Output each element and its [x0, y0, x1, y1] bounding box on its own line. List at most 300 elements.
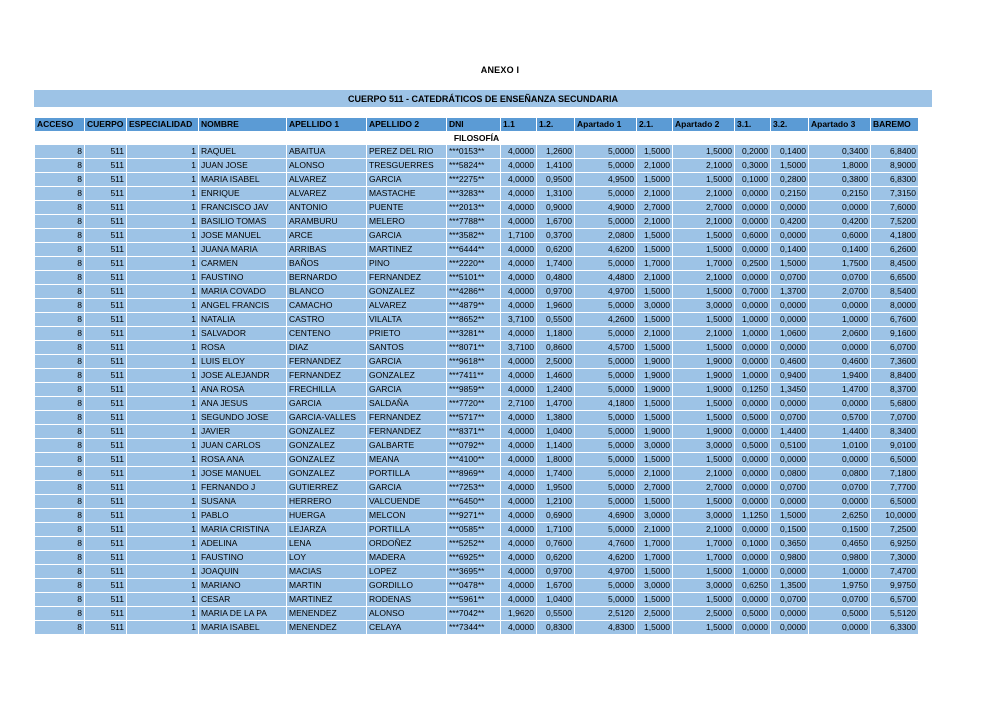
cell-p3-1: 0,6250 — [735, 579, 771, 593]
section-header-row — [35, 132, 919, 145]
cell-p1-2: 0,9500 — [537, 173, 575, 187]
cell-apellido-2: ALONSO — [367, 607, 447, 621]
cell-p1-1: 4,0000 — [501, 523, 537, 537]
cell-especialidad: 1 — [127, 397, 199, 411]
cell-cuerpo: 511 — [85, 551, 127, 565]
cell-p1-2: 0,6200 — [537, 243, 575, 257]
cell-apartado-3: 0,0000 — [809, 201, 871, 215]
cell-nombre: JOAQUIN — [199, 565, 287, 579]
cell-p1-2: 0,7600 — [537, 537, 575, 551]
cell-apellido-2: TRESGUERRES — [367, 159, 447, 173]
cell-dni: ***5717** — [447, 411, 501, 425]
cell-apartado-2: 2,1000 — [673, 215, 735, 229]
cell-p3-2: 0,3650 — [771, 537, 809, 551]
table-row — [35, 187, 919, 201]
cell-baremo: 6,9250 — [871, 537, 919, 551]
cell-p2-1: 1,5000 — [637, 453, 673, 467]
cell-dni: ***6444** — [447, 243, 501, 257]
cell-apellido-2: GONZALEZ — [367, 285, 447, 299]
cell-especialidad: 1 — [127, 285, 199, 299]
cell-apartado-3: 0,0700 — [809, 271, 871, 285]
table-row — [35, 229, 919, 243]
cell-baremo: 7,1800 — [871, 467, 919, 481]
cell-p3-1: 1,0000 — [735, 327, 771, 341]
cell-p1-2: 0,8600 — [537, 341, 575, 355]
cell-p3-1: 0,0000 — [735, 187, 771, 201]
cell-apellido-1: BLANCO — [287, 285, 367, 299]
cell-apellido-1: MACIAS — [287, 565, 367, 579]
cell-especialidad: 1 — [127, 215, 199, 229]
cell-p1-2: 1,2400 — [537, 383, 575, 397]
cell-acceso: 8 — [35, 621, 85, 635]
cell-p1-1: 3,7100 — [501, 341, 537, 355]
cell-apellido-1: ARCE — [287, 229, 367, 243]
cell-p3-1: 0,0000 — [735, 523, 771, 537]
cell-nombre: MARIA ISABEL — [199, 621, 287, 635]
cell-acceso: 8 — [35, 523, 85, 537]
cell-baremo: 6,8300 — [871, 173, 919, 187]
cell-apartado-3: 0,4600 — [809, 355, 871, 369]
cell-cuerpo: 511 — [85, 383, 127, 397]
cell-cuerpo: 511 — [85, 173, 127, 187]
cell-especialidad: 1 — [127, 327, 199, 341]
cell-apartado-3: 0,3800 — [809, 173, 871, 187]
cell-p3-2: 0,0000 — [771, 495, 809, 509]
cell-especialidad: 1 — [127, 187, 199, 201]
cell-apartado-1: 4,2600 — [575, 313, 637, 327]
cell-cuerpo: 511 — [85, 481, 127, 495]
cell-baremo: 8,9000 — [871, 159, 919, 173]
cell-nombre: SUSANA — [199, 495, 287, 509]
cell-apellido-2: GONZALEZ — [367, 369, 447, 383]
cell-apellido-1: MENENDEZ — [287, 621, 367, 635]
cell-apartado-3: 2,0600 — [809, 327, 871, 341]
cell-apartado-1: 4,6900 — [575, 509, 637, 523]
table-row — [35, 285, 919, 299]
cell-p3-2: 0,1400 — [771, 145, 809, 159]
cell-p2-1: 1,5000 — [637, 313, 673, 327]
cell-p2-1: 2,1000 — [637, 187, 673, 201]
cell-p3-2: 1,5000 — [771, 509, 809, 523]
cell-cuerpo: 511 — [85, 425, 127, 439]
cell-baremo: 7,5200 — [871, 215, 919, 229]
cell-especialidad: 1 — [127, 271, 199, 285]
cell-apartado-2: 1,7000 — [673, 537, 735, 551]
cell-dni: ***4879** — [447, 299, 501, 313]
cell-dni: ***7253** — [447, 481, 501, 495]
table-row — [35, 439, 919, 453]
cell-apartado-2: 3,0000 — [673, 509, 735, 523]
cell-apartado-1: 4,9000 — [575, 201, 637, 215]
cell-apellido-2: VALCUENDE — [367, 495, 447, 509]
cell-baremo: 7,4700 — [871, 565, 919, 579]
cell-p1-1: 4,0000 — [501, 509, 537, 523]
cell-acceso: 8 — [35, 551, 85, 565]
cell-apartado-3: 0,0700 — [809, 481, 871, 495]
cell-baremo: 7,2500 — [871, 523, 919, 537]
cell-acceso: 8 — [35, 159, 85, 173]
cell-cuerpo: 511 — [85, 411, 127, 425]
cell-apartado-2: 1,5000 — [673, 495, 735, 509]
col-dni: DNI — [447, 118, 501, 132]
table-row — [35, 467, 919, 481]
cell-acceso: 8 — [35, 579, 85, 593]
cell-p2-1: 1,5000 — [637, 621, 673, 635]
cell-p3-2: 0,0000 — [771, 229, 809, 243]
cell-acceso: 8 — [35, 397, 85, 411]
cell-p1-2: 1,7400 — [537, 467, 575, 481]
cell-p1-2: 1,4600 — [537, 369, 575, 383]
cell-apartado-2: 2,1000 — [673, 187, 735, 201]
cell-apartado-1: 4,4800 — [575, 271, 637, 285]
cell-p3-1: 0,2500 — [735, 257, 771, 271]
cell-apellido-1: GUTIERREZ — [287, 481, 367, 495]
table-row — [35, 173, 919, 187]
cell-cuerpo: 511 — [85, 523, 127, 537]
cell-baremo: 6,6500 — [871, 271, 919, 285]
cell-cuerpo: 511 — [85, 439, 127, 453]
cell-p3-1: 0,6000 — [735, 229, 771, 243]
cell-apartado-3: 1,0100 — [809, 439, 871, 453]
table-row — [35, 621, 919, 635]
table-row — [35, 383, 919, 397]
cell-apartado-1: 4,9700 — [575, 285, 637, 299]
cell-apartado-1: 2,5120 — [575, 607, 637, 621]
cell-cuerpo: 511 — [85, 271, 127, 285]
cell-apartado-2: 3,0000 — [673, 439, 735, 453]
cell-apartado-2: 2,1000 — [673, 523, 735, 537]
cell-apartado-3: 1,4400 — [809, 425, 871, 439]
cell-p1-2: 0,6200 — [537, 551, 575, 565]
cell-especialidad: 1 — [127, 523, 199, 537]
cell-apartado-2: 3,0000 — [673, 579, 735, 593]
corps-banner — [34, 90, 932, 107]
cell-especialidad: 1 — [127, 579, 199, 593]
cell-apartado-1: 4,7600 — [575, 537, 637, 551]
cell-cuerpo: 511 — [85, 467, 127, 481]
cell-apellido-1: GONZALEZ — [287, 467, 367, 481]
cell-p2-1: 2,1000 — [637, 159, 673, 173]
cell-nombre: FAUSTINO — [199, 551, 287, 565]
cell-p3-2: 0,0000 — [771, 397, 809, 411]
cell-acceso: 8 — [35, 355, 85, 369]
cell-dni: ***3283** — [447, 187, 501, 201]
cell-acceso: 8 — [35, 593, 85, 607]
cell-nombre: RAQUEL — [199, 145, 287, 159]
cell-dni: ***5961** — [447, 593, 501, 607]
cell-apellido-2: PRIETO — [367, 327, 447, 341]
cell-p1-1: 1,9620 — [501, 607, 537, 621]
cell-apartado-3: 0,0000 — [809, 397, 871, 411]
cell-apellido-1: ALVAREZ — [287, 187, 367, 201]
cell-p1-1: 4,0000 — [501, 411, 537, 425]
cell-apellido-1: ARRIBAS — [287, 243, 367, 257]
cell-cuerpo: 511 — [85, 257, 127, 271]
cell-p3-2: 0,9400 — [771, 369, 809, 383]
cell-p2-1: 2,7000 — [637, 201, 673, 215]
cell-acceso: 8 — [35, 299, 85, 313]
cell-cuerpo: 511 — [85, 285, 127, 299]
table-row — [35, 579, 919, 593]
cell-apartado-2: 2,1000 — [673, 271, 735, 285]
col-1-1: 1.1 — [501, 118, 537, 132]
table-row — [35, 243, 919, 257]
cell-apellido-1: MARTINEZ — [287, 593, 367, 607]
cell-baremo: 7,3000 — [871, 551, 919, 565]
cell-acceso: 8 — [35, 565, 85, 579]
cell-p3-1: 0,0000 — [735, 201, 771, 215]
cell-p3-2: 1,5000 — [771, 159, 809, 173]
table-row — [35, 523, 919, 537]
cell-apellido-2: MEANA — [367, 453, 447, 467]
cell-dni: ***8652** — [447, 313, 501, 327]
cell-apartado-3: 0,0000 — [809, 621, 871, 635]
cell-p1-1: 4,0000 — [501, 621, 537, 635]
cell-apartado-3: 2,0700 — [809, 285, 871, 299]
cell-apellido-2: GALBARTE — [367, 439, 447, 453]
cell-p2-1: 1,9000 — [637, 369, 673, 383]
cell-acceso: 8 — [35, 439, 85, 453]
cell-p1-1: 4,0000 — [501, 299, 537, 313]
cell-apellido-1: MENENDEZ — [287, 607, 367, 621]
cell-apartado-3: 0,2150 — [809, 187, 871, 201]
cell-cuerpo: 511 — [85, 313, 127, 327]
cell-p3-2: 0,9800 — [771, 551, 809, 565]
cell-especialidad: 1 — [127, 509, 199, 523]
cell-dni: ***2013** — [447, 201, 501, 215]
cell-apartado-2: 2,1000 — [673, 159, 735, 173]
table-row — [35, 299, 919, 313]
cell-cuerpo: 511 — [85, 327, 127, 341]
cell-especialidad: 1 — [127, 313, 199, 327]
cell-acceso: 8 — [35, 495, 85, 509]
table-header — [35, 118, 919, 132]
cell-baremo: 9,9750 — [871, 579, 919, 593]
cell-apartado-3: 0,0000 — [809, 341, 871, 355]
cell-acceso: 8 — [35, 369, 85, 383]
cell-especialidad: 1 — [127, 383, 199, 397]
cell-cuerpo: 511 — [85, 495, 127, 509]
cell-p2-1: 1,9000 — [637, 425, 673, 439]
cell-baremo: 5,5120 — [871, 607, 919, 621]
cell-apellido-1: ABAITUA — [287, 145, 367, 159]
cell-cuerpo: 511 — [85, 187, 127, 201]
cell-nombre: JUAN CARLOS — [199, 439, 287, 453]
cell-baremo: 9,0100 — [871, 439, 919, 453]
cell-apartado-3: 1,7500 — [809, 257, 871, 271]
cell-apartado-1: 5,0000 — [575, 495, 637, 509]
cell-p3-1: 0,0000 — [735, 299, 771, 313]
cell-p3-2: 1,3700 — [771, 285, 809, 299]
cell-especialidad: 1 — [127, 201, 199, 215]
cell-baremo: 4,1800 — [871, 229, 919, 243]
cell-apartado-1: 4,6200 — [575, 243, 637, 257]
cell-especialidad: 1 — [127, 565, 199, 579]
cell-p1-1: 4,0000 — [501, 579, 537, 593]
cell-baremo: 6,3300 — [871, 621, 919, 635]
table-body — [35, 132, 919, 635]
cell-p1-2: 1,4700 — [537, 397, 575, 411]
cell-p1-2: 0,9700 — [537, 565, 575, 579]
cell-cuerpo: 511 — [85, 537, 127, 551]
cell-p3-2: 0,2150 — [771, 187, 809, 201]
cell-baremo: 8,8400 — [871, 369, 919, 383]
cell-apartado-3: 2,6250 — [809, 509, 871, 523]
cell-nombre: JUAN JOSE — [199, 159, 287, 173]
cell-cuerpo: 511 — [85, 621, 127, 635]
cell-apartado-1: 4,5700 — [575, 341, 637, 355]
cell-p1-2: 0,5500 — [537, 607, 575, 621]
cell-p1-2: 0,6900 — [537, 509, 575, 523]
cell-dni: ***9271** — [447, 509, 501, 523]
cell-p3-1: 0,1000 — [735, 173, 771, 187]
cell-nombre: NATALIA — [199, 313, 287, 327]
table-row — [35, 481, 919, 495]
cell-apellido-2: FERNANDEZ — [367, 271, 447, 285]
cell-especialidad: 1 — [127, 467, 199, 481]
cell-nombre: JOSE MANUEL — [199, 467, 287, 481]
cell-p3-2: 0,4600 — [771, 355, 809, 369]
cell-cuerpo: 511 — [85, 397, 127, 411]
cell-nombre: ROSA ANA — [199, 453, 287, 467]
cell-apellido-1: LEJARZA — [287, 523, 367, 537]
col-apellido-2: APELLIDO 2 — [367, 118, 447, 132]
cell-p3-1: 0,0000 — [735, 453, 771, 467]
cell-especialidad: 1 — [127, 243, 199, 257]
cell-cuerpo: 511 — [85, 243, 127, 257]
cell-cuerpo: 511 — [85, 593, 127, 607]
cell-apartado-1: 5,0000 — [575, 355, 637, 369]
cell-acceso: 8 — [35, 229, 85, 243]
cell-baremo: 6,5000 — [871, 495, 919, 509]
col-apartado-3: Apartado 3 — [809, 118, 871, 132]
col-apartado-1: Apartado 1 — [575, 118, 637, 132]
cell-apartado-2: 3,0000 — [673, 299, 735, 313]
cell-p3-2: 1,3500 — [771, 579, 809, 593]
cell-p2-1: 2,1000 — [637, 271, 673, 285]
cell-p1-2: 2,5000 — [537, 355, 575, 369]
cell-nombre: SALVADOR — [199, 327, 287, 341]
cell-apartado-2: 1,5000 — [673, 313, 735, 327]
cell-apartado-1: 5,0000 — [575, 369, 637, 383]
cell-apellido-2: VILALTA — [367, 313, 447, 327]
cell-baremo: 6,0700 — [871, 341, 919, 355]
cell-p3-1: 0,5000 — [735, 607, 771, 621]
cell-p2-1: 1,9000 — [637, 383, 673, 397]
cell-dni: ***0792** — [447, 439, 501, 453]
cell-apellido-1: DIAZ — [287, 341, 367, 355]
cell-nombre: LUIS ELOY — [199, 355, 287, 369]
cell-apartado-1: 5,0000 — [575, 411, 637, 425]
cell-p3-1: 1,0000 — [735, 313, 771, 327]
cell-cuerpo: 511 — [85, 159, 127, 173]
cell-baremo: 7,3150 — [871, 187, 919, 201]
cell-p3-1: 0,0000 — [735, 243, 771, 257]
cell-apartado-1: 5,0000 — [575, 299, 637, 313]
cell-p1-1: 1,7100 — [501, 229, 537, 243]
annex-title: ANEXO I — [480, 65, 520, 75]
cell-nombre: ADELINA — [199, 537, 287, 551]
cell-apartado-3: 0,5700 — [809, 411, 871, 425]
cell-apartado-1: 5,0000 — [575, 439, 637, 453]
cell-apartado-3: 0,5000 — [809, 607, 871, 621]
cell-apartado-2: 2,7000 — [673, 201, 735, 215]
cell-especialidad: 1 — [127, 453, 199, 467]
cell-apellido-1: LENA — [287, 537, 367, 551]
cell-p1-1: 4,0000 — [501, 369, 537, 383]
cell-dni: ***5824** — [447, 159, 501, 173]
cell-dni: ***8969** — [447, 467, 501, 481]
cell-p1-1: 4,0000 — [501, 257, 537, 271]
table-row — [35, 341, 919, 355]
cell-p1-2: 1,8000 — [537, 453, 575, 467]
cell-p3-2: 0,2800 — [771, 173, 809, 187]
cell-nombre: MARIA COVADO — [199, 285, 287, 299]
cell-apellido-1: ALONSO — [287, 159, 367, 173]
cell-p1-2: 1,0400 — [537, 593, 575, 607]
cell-p1-1: 4,0000 — [501, 187, 537, 201]
table-row — [35, 327, 919, 341]
cell-p2-1: 3,0000 — [637, 299, 673, 313]
cell-especialidad: 1 — [127, 257, 199, 271]
corps-banner-label: CUERPO 511 - CATEDRÁTICOS DE ENSEÑANZA SECUNDARIA — [347, 93, 619, 104]
cell-apartado-2: 1,7000 — [673, 257, 735, 271]
cell-apartado-1: 4,8300 — [575, 621, 637, 635]
cell-dni: ***7042** — [447, 607, 501, 621]
cell-p1-2: 1,9600 — [537, 299, 575, 313]
cell-apellido-1: GONZALEZ — [287, 453, 367, 467]
cell-especialidad: 1 — [127, 411, 199, 425]
cell-acceso: 8 — [35, 383, 85, 397]
cell-dni: ***6450** — [447, 495, 501, 509]
cell-p1-1: 4,0000 — [501, 593, 537, 607]
cell-apellido-2: SALDAÑA — [367, 397, 447, 411]
cell-acceso: 8 — [35, 537, 85, 551]
cell-p1-1: 4,0000 — [501, 467, 537, 481]
cell-p3-2: 0,0000 — [771, 453, 809, 467]
cell-p1-1: 4,0000 — [501, 271, 537, 285]
cell-p1-1: 4,0000 — [501, 425, 537, 439]
cell-baremo: 6,5000 — [871, 453, 919, 467]
cell-acceso: 8 — [35, 453, 85, 467]
cell-dni: ***0585** — [447, 523, 501, 537]
cell-nombre: ANA ROSA — [199, 383, 287, 397]
cell-apellido-1: BAÑOS — [287, 257, 367, 271]
cell-apartado-1: 5,0000 — [575, 453, 637, 467]
cell-p1-1: 4,0000 — [501, 355, 537, 369]
cell-acceso: 8 — [35, 187, 85, 201]
cell-apartado-1: 4,6200 — [575, 551, 637, 565]
cell-especialidad: 1 — [127, 537, 199, 551]
cell-p3-2: 0,0000 — [771, 341, 809, 355]
table-row — [35, 271, 919, 285]
cell-apartado-1: 5,0000 — [575, 145, 637, 159]
col-especialidad: ESPECIALIDAD — [127, 118, 199, 132]
cell-dni: ***9859** — [447, 383, 501, 397]
cell-p1-2: 0,5500 — [537, 313, 575, 327]
cell-p2-1: 2,5000 — [637, 607, 673, 621]
cell-p3-2: 0,0000 — [771, 313, 809, 327]
cell-dni: ***6925** — [447, 551, 501, 565]
cell-p3-2: 0,0000 — [771, 607, 809, 621]
cell-baremo: 8,3400 — [871, 425, 919, 439]
cell-apartado-2: 2,1000 — [673, 327, 735, 341]
cell-p3-1: 0,0000 — [735, 593, 771, 607]
cell-p1-2: 0,4800 — [537, 271, 575, 285]
cell-apellido-2: GARCIA — [367, 173, 447, 187]
table-row — [35, 159, 919, 173]
cell-apartado-2: 1,5000 — [673, 285, 735, 299]
